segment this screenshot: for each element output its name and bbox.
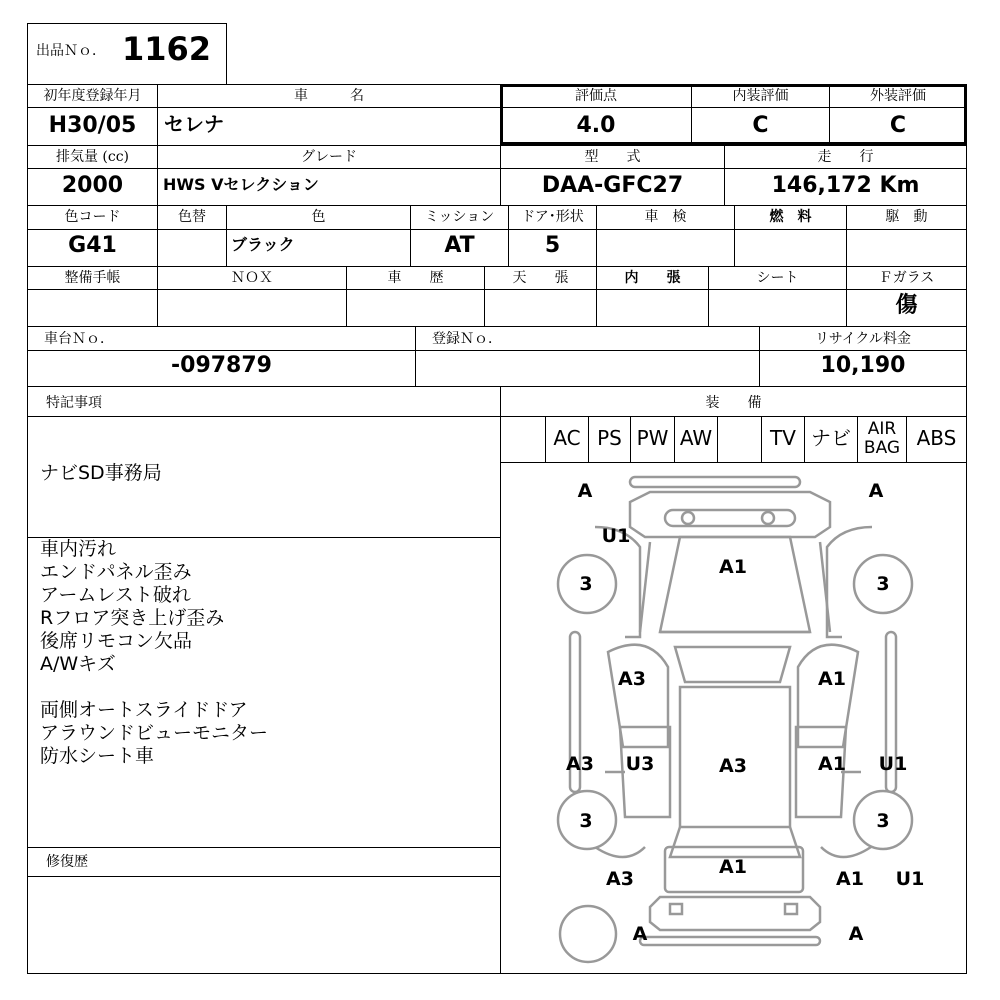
damage-front-left-corner: A [577, 480, 593, 502]
model-label: 型 式 [584, 149, 641, 165]
damage-front-u1: U1 [601, 525, 631, 547]
vehicle-history-label: 車 歴 [387, 270, 444, 286]
repair-history-label: 修復歴 [46, 854, 88, 870]
nox-label: ＮＯＸ [231, 270, 273, 286]
first-registration-value: H30/05 [48, 113, 137, 138]
car-name-value: セレナ [164, 112, 224, 136]
lot-number-value: 1162 [122, 30, 212, 68]
damage-front-right-wheel: 3 [876, 573, 890, 595]
car-name-label: 車 名 [294, 88, 364, 104]
grade-label: グレード [301, 149, 357, 165]
service-book-label: 整備手帳 [64, 270, 121, 286]
repaint-label: 色替 [178, 209, 206, 225]
door-value: 5 [544, 233, 561, 258]
damage-front-right-corner: A [868, 480, 884, 502]
equipment-blank-1 [501, 418, 545, 462]
displacement-label: 排気量 (cc) [55, 149, 130, 165]
exterior-grade-label: 外装評価 [870, 88, 926, 104]
equipment-abs: ABS [916, 426, 957, 450]
mission-label: ミッション [424, 209, 495, 225]
fuel-label: 燃 料 [769, 209, 812, 225]
headliner-label: 天 張 [512, 270, 569, 286]
chassis-number-value: -097879 [171, 353, 272, 378]
damage-right-front-door: A1 [818, 668, 846, 690]
inspection-label: 車 検 [644, 209, 687, 225]
recycle-fee-label: リサイクル料金 [814, 331, 912, 347]
equipment-ps: PS [597, 426, 622, 450]
remarks-top-text: ナビSD事務局 [40, 462, 162, 484]
model-value: DAA-GFC27 [541, 173, 684, 198]
equipment-navi: ナビ [811, 426, 851, 450]
color-value: ブラック [231, 235, 295, 254]
drive-label: 駆 動 [885, 209, 928, 225]
damage-right-rear-door-u1: U1 [878, 753, 908, 775]
damage-rear-right-wheel: 3 [876, 810, 890, 832]
car-damage-diagram [500, 462, 966, 972]
interior-grade-value: C [752, 113, 769, 138]
grade-value: HWS Vセレクション [163, 175, 319, 194]
damage-rear-left-corner: A [632, 923, 648, 945]
mission-value: AT [444, 233, 475, 258]
color-code-label: 色コード [64, 209, 121, 225]
equipment-airbag: AIR BAG [863, 419, 901, 458]
damage-rear-right-quarter-u1: U1 [895, 868, 925, 890]
equipment-blank-2 [718, 418, 761, 462]
damage-rear-left-quarter: A3 [606, 868, 634, 890]
damage-left-rear-door-u3: U3 [625, 753, 655, 775]
chassis-number-label: 車台Ｎｏ． [44, 331, 114, 347]
damage-roof: A3 [719, 755, 747, 777]
lot-number-label: 出品Ｎｏ． [36, 43, 106, 59]
equipment-pw: PW [636, 426, 669, 450]
seat-label: シート [756, 270, 799, 286]
color-label: 色 [311, 209, 326, 225]
mileage-value: 146,172 Km [771, 173, 920, 198]
damage-left-rear-door-a3: A3 [566, 753, 594, 775]
front-glass-value: 傷 [895, 293, 918, 318]
equipment-tv: TV [770, 426, 796, 450]
score-label: 評価点 [575, 88, 617, 104]
mileage-label: 走 行 [817, 149, 874, 165]
damage-rear-right-corner: A [848, 923, 864, 945]
equipment-ac: AC [553, 426, 581, 450]
exterior-grade-value: C [889, 113, 907, 138]
recycle-fee-value: 10,190 [820, 353, 906, 378]
equipment-aw: AW [679, 426, 713, 450]
interior-trim-label: 内 張 [624, 270, 681, 286]
front-glass-label: Ｆガラス [878, 270, 935, 286]
first-registration-label: 初年度登録年月 [43, 88, 142, 104]
damage-rear-right-quarter-a1: A1 [836, 868, 864, 890]
remarks-label: 特記事項 [46, 395, 102, 411]
remarks-text: 車内汚れ エンドパネル歪み アームレスト破れ Rフロア突き上げ歪み 後席リモコン欠品 A/Wキズ 両側オートスライドドア アラウンドビューモニター 防水シート車 [40, 538, 269, 767]
registration-number-label: 登録Ｎｏ． [432, 331, 502, 347]
displacement-value: 2000 [61, 173, 124, 198]
score-value: 4.0 [576, 113, 616, 138]
door-label: ドア･形状 [521, 209, 584, 225]
color-code-value: G41 [68, 233, 117, 258]
damage-left-front-door: A3 [618, 668, 646, 690]
damage-front-left-wheel: 3 [579, 573, 593, 595]
damage-right-rear-door-a1: A1 [818, 753, 846, 775]
interior-grade-label: 内装評価 [732, 88, 789, 104]
damage-trunk: A1 [719, 856, 747, 878]
equipment-label: 装 備 [705, 395, 762, 411]
damage-hood: A1 [719, 556, 747, 578]
damage-rear-left-wheel: 3 [579, 810, 593, 832]
